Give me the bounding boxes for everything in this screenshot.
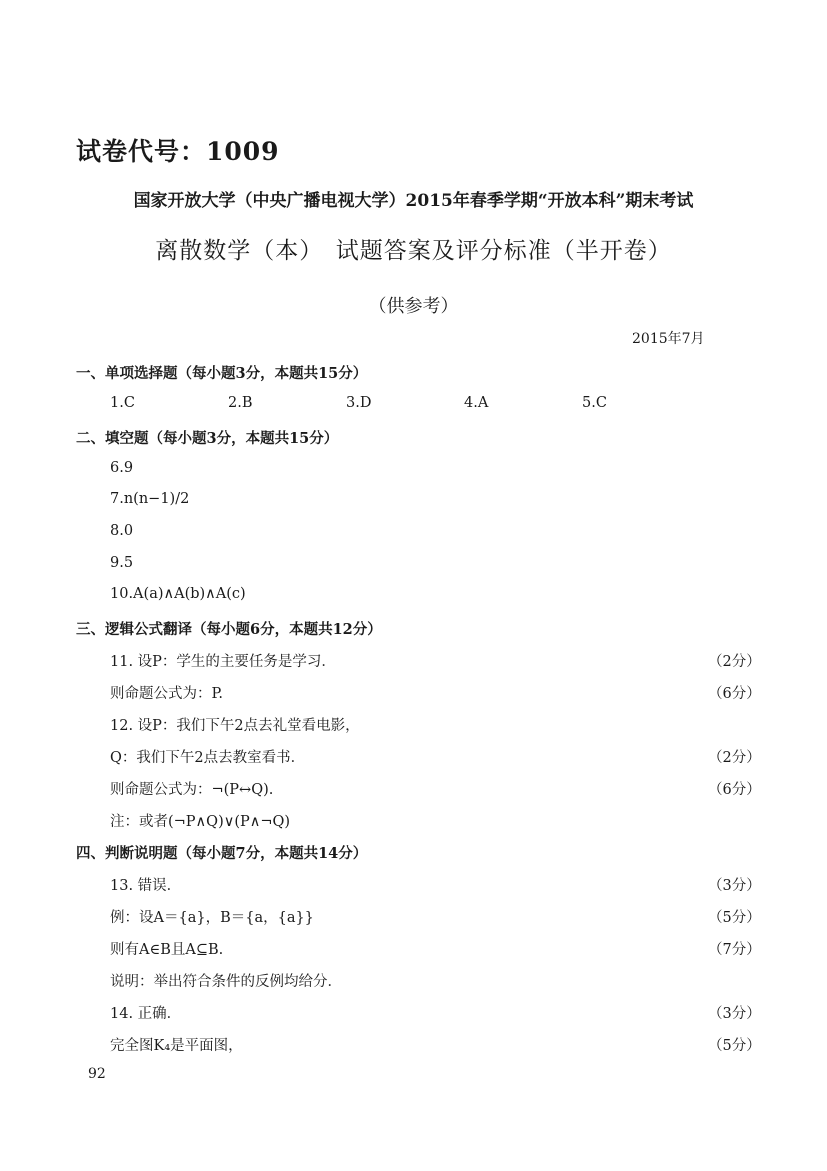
score-label: （7分） — [708, 942, 761, 958]
section-heading-translation: 三、逻辑公式翻译（每小题6分，本题共12分） — [76, 621, 382, 638]
score-label: （2分） — [708, 750, 761, 766]
page-number: 92 — [88, 1066, 106, 1082]
answer-3: 3.D — [346, 395, 372, 411]
answer-line: 则命题公式为：P. — [110, 686, 223, 702]
score-label: （6分） — [708, 782, 761, 798]
answer-line: 14. 正确． — [110, 1006, 182, 1022]
answer-note: 注：或者(¬P∧Q)∨(P∧¬Q) — [110, 814, 291, 830]
answer-line: 则命题公式为：¬(P↔Q). — [110, 782, 274, 798]
fill-answer-10: 10.A(a)∧A(b)∧A(c) — [110, 586, 246, 602]
section-heading-fill: 二、填空题（每小题3分，本题共15分） — [76, 430, 339, 447]
fill-answer-7: 7.n(n−1)/2 — [110, 491, 190, 507]
score-label: （2分） — [708, 654, 761, 670]
answer-line: 则有A∈B且A⊆B. — [110, 942, 224, 958]
score-label: （3分） — [708, 1006, 761, 1022]
answer-1: 1.C — [110, 395, 135, 411]
fill-answer-6: 6.9 — [110, 460, 134, 476]
answer-line: 11. 设P：学生的主要任务是学习． — [110, 654, 336, 670]
score-label: （5分） — [708, 1038, 761, 1054]
answer-line: 12. 设P：我们下午2点去礼堂看电影， — [110, 718, 360, 734]
institution-line: 国家开放大学（中央广播电视大学）2015年春季学期“开放本科”期末考试 — [133, 191, 694, 211]
answer-5: 5.C — [582, 395, 607, 411]
score-label: （6分） — [708, 686, 761, 702]
paper-code: 试卷代号：1009 — [76, 137, 280, 166]
section-heading-choice: 一、单项选择题（每小题3分，本题共15分） — [76, 365, 368, 382]
answer-note: 说明：举出符合条件的反例均给分． — [110, 974, 342, 990]
answer-line: 完全图K₄是平面图， — [110, 1038, 243, 1054]
page-subtitle: （供参考） — [368, 296, 459, 317]
answer-line: 例：设A＝{a}，B＝{a，{a}} — [110, 910, 314, 926]
exam-date: 2015年7月 — [632, 331, 705, 347]
score-label: （5分） — [708, 910, 761, 926]
fill-answer-9: 9.5 — [110, 555, 134, 571]
score-label: （3分） — [708, 878, 761, 894]
fill-answer-8: 8.0 — [110, 523, 134, 539]
answer-line: 13. 错误． — [110, 878, 182, 894]
answer-4: 4.A — [464, 395, 489, 411]
answer-2: 2.B — [228, 395, 253, 411]
answer-line: Q：我们下午2点去教室看书． — [110, 750, 306, 766]
page-title: 离散数学（本） 试题答案及评分标准（半开卷） — [155, 238, 672, 264]
section-heading-judgement: 四、判断说明题（每小题7分，本题共14分） — [76, 845, 368, 862]
